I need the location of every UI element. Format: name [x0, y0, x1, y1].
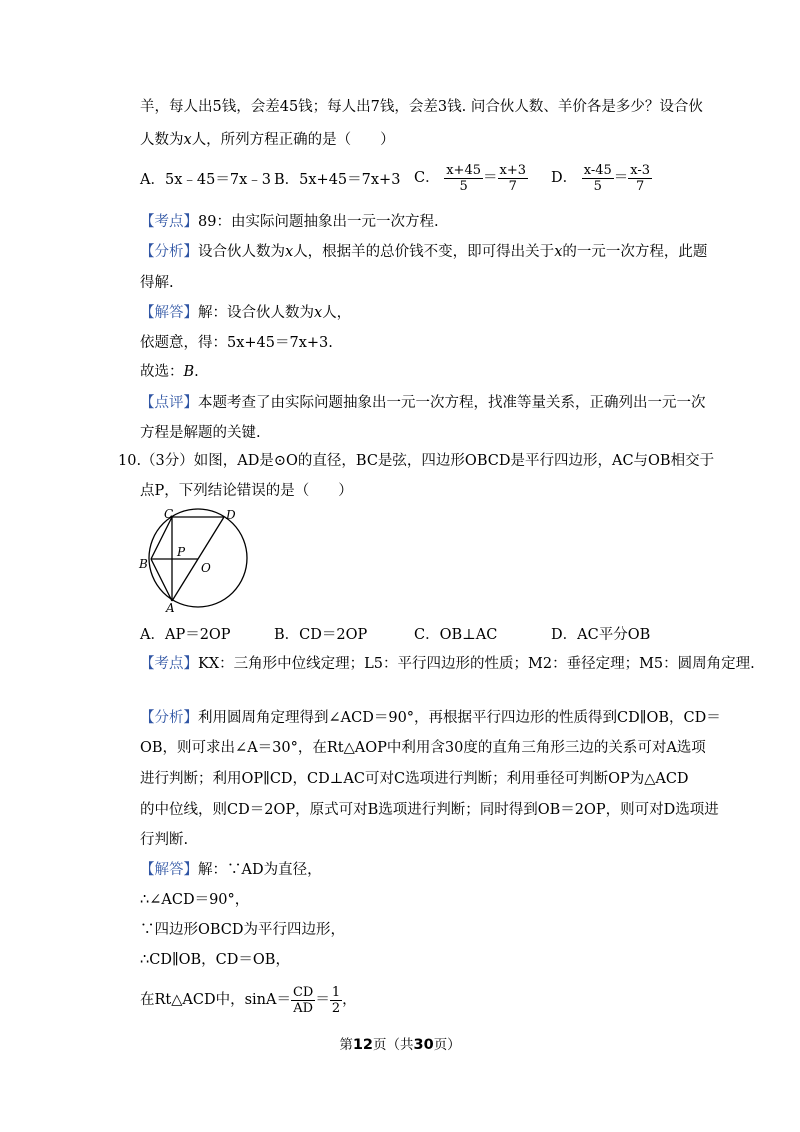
q9-dianping-1: 【点评】本题考查了由实际问题抽象出一元一次方程，找准等量关系，正确列出一元一次 — [140, 395, 706, 411]
q10-fenxi-2: OB，则可求出∠A＝30°，在Rt△AOP中利用含30度的直角三角形三边的关系可对A选项 — [140, 740, 706, 756]
q9-jieda-2: 依题意，得：5x+45＝7x+3. — [140, 335, 333, 351]
page-number: 12 — [352, 1037, 373, 1053]
fenxi-tag: 【分析】 — [140, 710, 198, 726]
fraction: $\frac{CD}{AD}$ — [292, 984, 314, 1016]
q9-option-a: A．5x﹣45＝7x﹣3 — [140, 172, 271, 188]
q9-line1: 羊，每人出5钱，会差45钱；每人出7钱，会差3钱. 问合伙人数、羊价各是多少？设合伙 — [140, 99, 703, 115]
q9-fenxi-2: 得解. — [140, 275, 174, 291]
fraction: $\frac{x-45}{5}$ — [583, 162, 612, 194]
fraction: $\frac{1}{2}$ — [331, 984, 341, 1016]
q9-line2: 人数为x人，所列方程正确的是（ ） — [140, 132, 395, 148]
q10-jieda-4: ∴CD∥OB，CD＝OB， — [140, 952, 290, 968]
q10-fenxi-5: 行判断. — [140, 832, 189, 848]
circle-figure — [136, 506, 266, 616]
label-o: O — [201, 561, 211, 575]
label-p: P — [177, 545, 186, 559]
q9-jieda-3: 故选：B. — [140, 364, 199, 380]
q10-option-b: B．CD＝2OP — [274, 627, 368, 643]
q10-kaodian: 【考点】KX：三角形中位线定理；L5：平行四边形的性质；M2：垂径定理；M5：圆周角定理. — [140, 656, 755, 672]
q10-stem-2: 点P，下列结论错误的是（ ） — [140, 483, 353, 499]
page-total: 30 — [413, 1037, 434, 1053]
fenxi-tag: 【分析】 — [140, 244, 198, 260]
jieda-tag: 【解答】 — [140, 305, 198, 321]
q9-kaodian: 【考点】89：由实际问题抽象出一元一次方程. — [140, 214, 439, 230]
q10-fenxi-4: 的中位线，则CD＝2OP，原式可对B选项进行判断；同时得到OB＝2OP，则可对D选项进 — [140, 802, 719, 818]
q9-option-c: C． $\frac{x+45}{5}$ ＝ $\frac{x+3}{7}$ — [414, 162, 526, 194]
q10-fenxi-1: 【分析】利用圆周角定理得到∠ACD＝90°，再根据平行四边形的性质得到CD∥OB，CD＝ — [140, 710, 721, 726]
q9-option-d: D． $\frac{x-45}{5}$ ＝ $\frac{x-3}{7}$ — [551, 162, 651, 194]
dianping-tag: 【点评】 — [140, 395, 198, 411]
jieda-tag: 【解答】 — [140, 862, 198, 878]
kaodian-tag: 【考点】 — [140, 656, 198, 672]
page-footer: 第12页（共30页） — [339, 1037, 461, 1053]
q9-option-b: B．5x+45＝7x+3 — [274, 172, 401, 188]
fraction: $\frac{x+3}{7}$ — [499, 162, 526, 194]
q10-fenxi-3: 进行判断；利用OP∥CD，CD⊥AC可对C选项进行判断；利用垂径可判断OP为△ACD — [140, 771, 689, 787]
q9-jieda-1: 【解答】解：设合伙人数为x人， — [140, 305, 352, 321]
segment-bc — [151, 517, 172, 559]
q10-stem-1: 10.（3分）如图，AD是⊙O的直径，BC是弦，四边形OBCD是平行四边形，AC与OB相交于 — [118, 453, 715, 469]
q10-option-d: D．AC平分OB — [551, 627, 651, 643]
q9-fenxi-1: 【分析】设合伙人数为x人，根据羊的总价钱不变，即可得出关于x的一元一次方程，此题 — [140, 244, 708, 260]
label-d: D — [226, 508, 236, 522]
label-a: A — [166, 601, 175, 615]
q10-jieda-1: 【解答】解：∵AD为直径， — [140, 862, 322, 878]
label-b: B — [139, 557, 148, 571]
q10-jieda-2: ∴∠ACD＝90°， — [140, 892, 250, 908]
kaodian-tag: 【考点】 — [140, 214, 198, 230]
fraction: $\frac{x+45}{5}$ — [446, 162, 481, 194]
q9-dianping-2: 方程是解题的关键. — [140, 425, 261, 441]
fraction: $\frac{x-3}{7}$ — [630, 162, 651, 194]
q10-jieda-5: 在Rt△ACD中，sinA＝ $\frac{CD}{AD}$ ＝ $\frac{1}{2}$ ， — [140, 984, 357, 1016]
q10-option-c: C．OB⊥AC — [414, 627, 498, 643]
label-c: C — [164, 507, 174, 521]
q10-option-a: A．AP＝2OP — [140, 627, 231, 643]
q10-jieda-3: ∵四边形OBCD为平行四边形， — [140, 922, 346, 938]
